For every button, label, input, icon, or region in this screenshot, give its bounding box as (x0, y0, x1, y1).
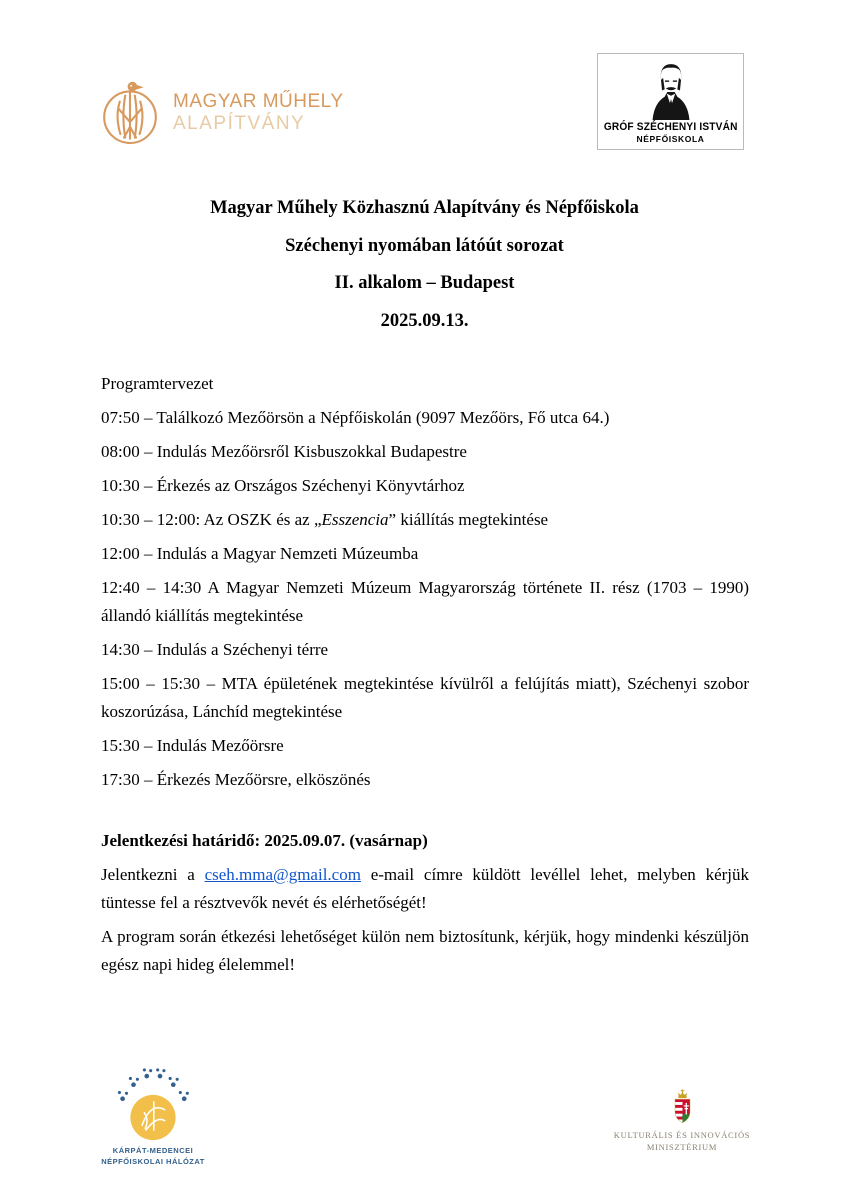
hungary-coat-of-arms-icon (612, 1088, 752, 1126)
program-item: 12:00 – Indulás a Magyar Nemzeti Múzeumba (101, 544, 419, 563)
program-item: 10:30 – Érkezés az Országos Széchenyi Könyvtárhoz (101, 476, 465, 495)
ministry-logo-line1: KULTURÁLIS ÉS INNOVÁCIÓS (613, 1130, 751, 1140)
program-item-text: 10:30 – 12:00: Az OSZK és az „ (101, 510, 322, 529)
program-item: 08:00 – Indulás Mezőörsről Kisbuszokkal Budapestre (101, 442, 467, 461)
ministry-logo-line2: MINISZTÉRIUM (646, 1142, 718, 1153)
folk-emblem-icon (98, 1066, 208, 1144)
program-section (101, 370, 749, 985)
registration-text: e-mail címre küldött levéllel lehet, melyben kérjük tüntesse fel a résztvevők nevét és elérhetőségét! (101, 865, 750, 912)
program-item: 07:50 – Találkozó Mezőörsön a Népfőiskolán (9097 Mezőörs, Fő utca 64.) (101, 408, 610, 427)
turul-bird-icon (100, 76, 160, 150)
title-date: 2025.09.13. (380, 310, 469, 331)
registration-text: Jelentkezni a (101, 865, 205, 884)
szechenyi-logo-name: GRÓF SZÉCHENYI ISTVÁN (603, 121, 738, 133)
szechenyi-logo-subtitle: NÉPFŐISKOLA (636, 134, 705, 144)
mma-logo-name: MAGYAR MŰHELY (173, 91, 344, 113)
nepfoiskolai-halozat-logo (98, 1066, 208, 1168)
program-item: 12:40 – 14:30 A Magyar Nemzeti Múzeum Magyarország története II. rész (1703 – 1990) állandó kiállítás megtekintése (101, 578, 749, 625)
program-item: 15:00 – 15:30 – MTA épületének megtekintése kívülről a felújítás miatt), Széchenyi szobor koszorúzása, Lánchíd megtekintése (101, 674, 749, 721)
program-item: 14:30 – Indulás a Széchenyi térre (101, 640, 329, 659)
network-logo-line1: KÁRPÁT-MEDENCEI (112, 1146, 194, 1155)
szechenyi-nepfoiskola-logo (597, 53, 744, 150)
document-title-block (0, 190, 849, 340)
title-occasion: II. alkalom – Budapest (334, 273, 515, 293)
catering-note: A program során étkezési lehetőséget külön nem biztosítunk, kérjük, hogy mindenki készüljön egész napi hideg élelemmel! (101, 927, 749, 974)
ministry-logo (612, 1088, 752, 1154)
szechenyi-portrait-icon (645, 62, 697, 121)
program-item: 17:30 – Érkezés Mezőörsre, elköszönés (101, 770, 371, 789)
network-logo-line2: NÉPFŐISKOLAI HÁLÓZAT (101, 1156, 205, 1166)
registration-instructions (101, 861, 749, 917)
program-item: 15:30 – Indulás Mezőörsre (101, 736, 284, 755)
title-organization: Magyar Műhely Közhasznú Alapítvány és Népfőiskola (210, 198, 639, 218)
program-item (101, 506, 749, 534)
magyar-muhely-logo (100, 76, 344, 150)
program-item-text: ” kiállítás megtekintése (388, 510, 549, 529)
exhibition-name-italic: Esszencia (321, 510, 389, 529)
email-link[interactable]: cseh.mma@gmail.com (204, 865, 361, 884)
title-series: Széchenyi nyomában látóút sorozat (285, 235, 564, 256)
registration-deadline: Jelentkezési határidő: 2025.09.07. (vasárnap) (101, 831, 428, 850)
mma-logo-subtitle: ALAPÍTVÁNY (173, 113, 306, 134)
program-heading: Programtervezet (101, 374, 214, 393)
